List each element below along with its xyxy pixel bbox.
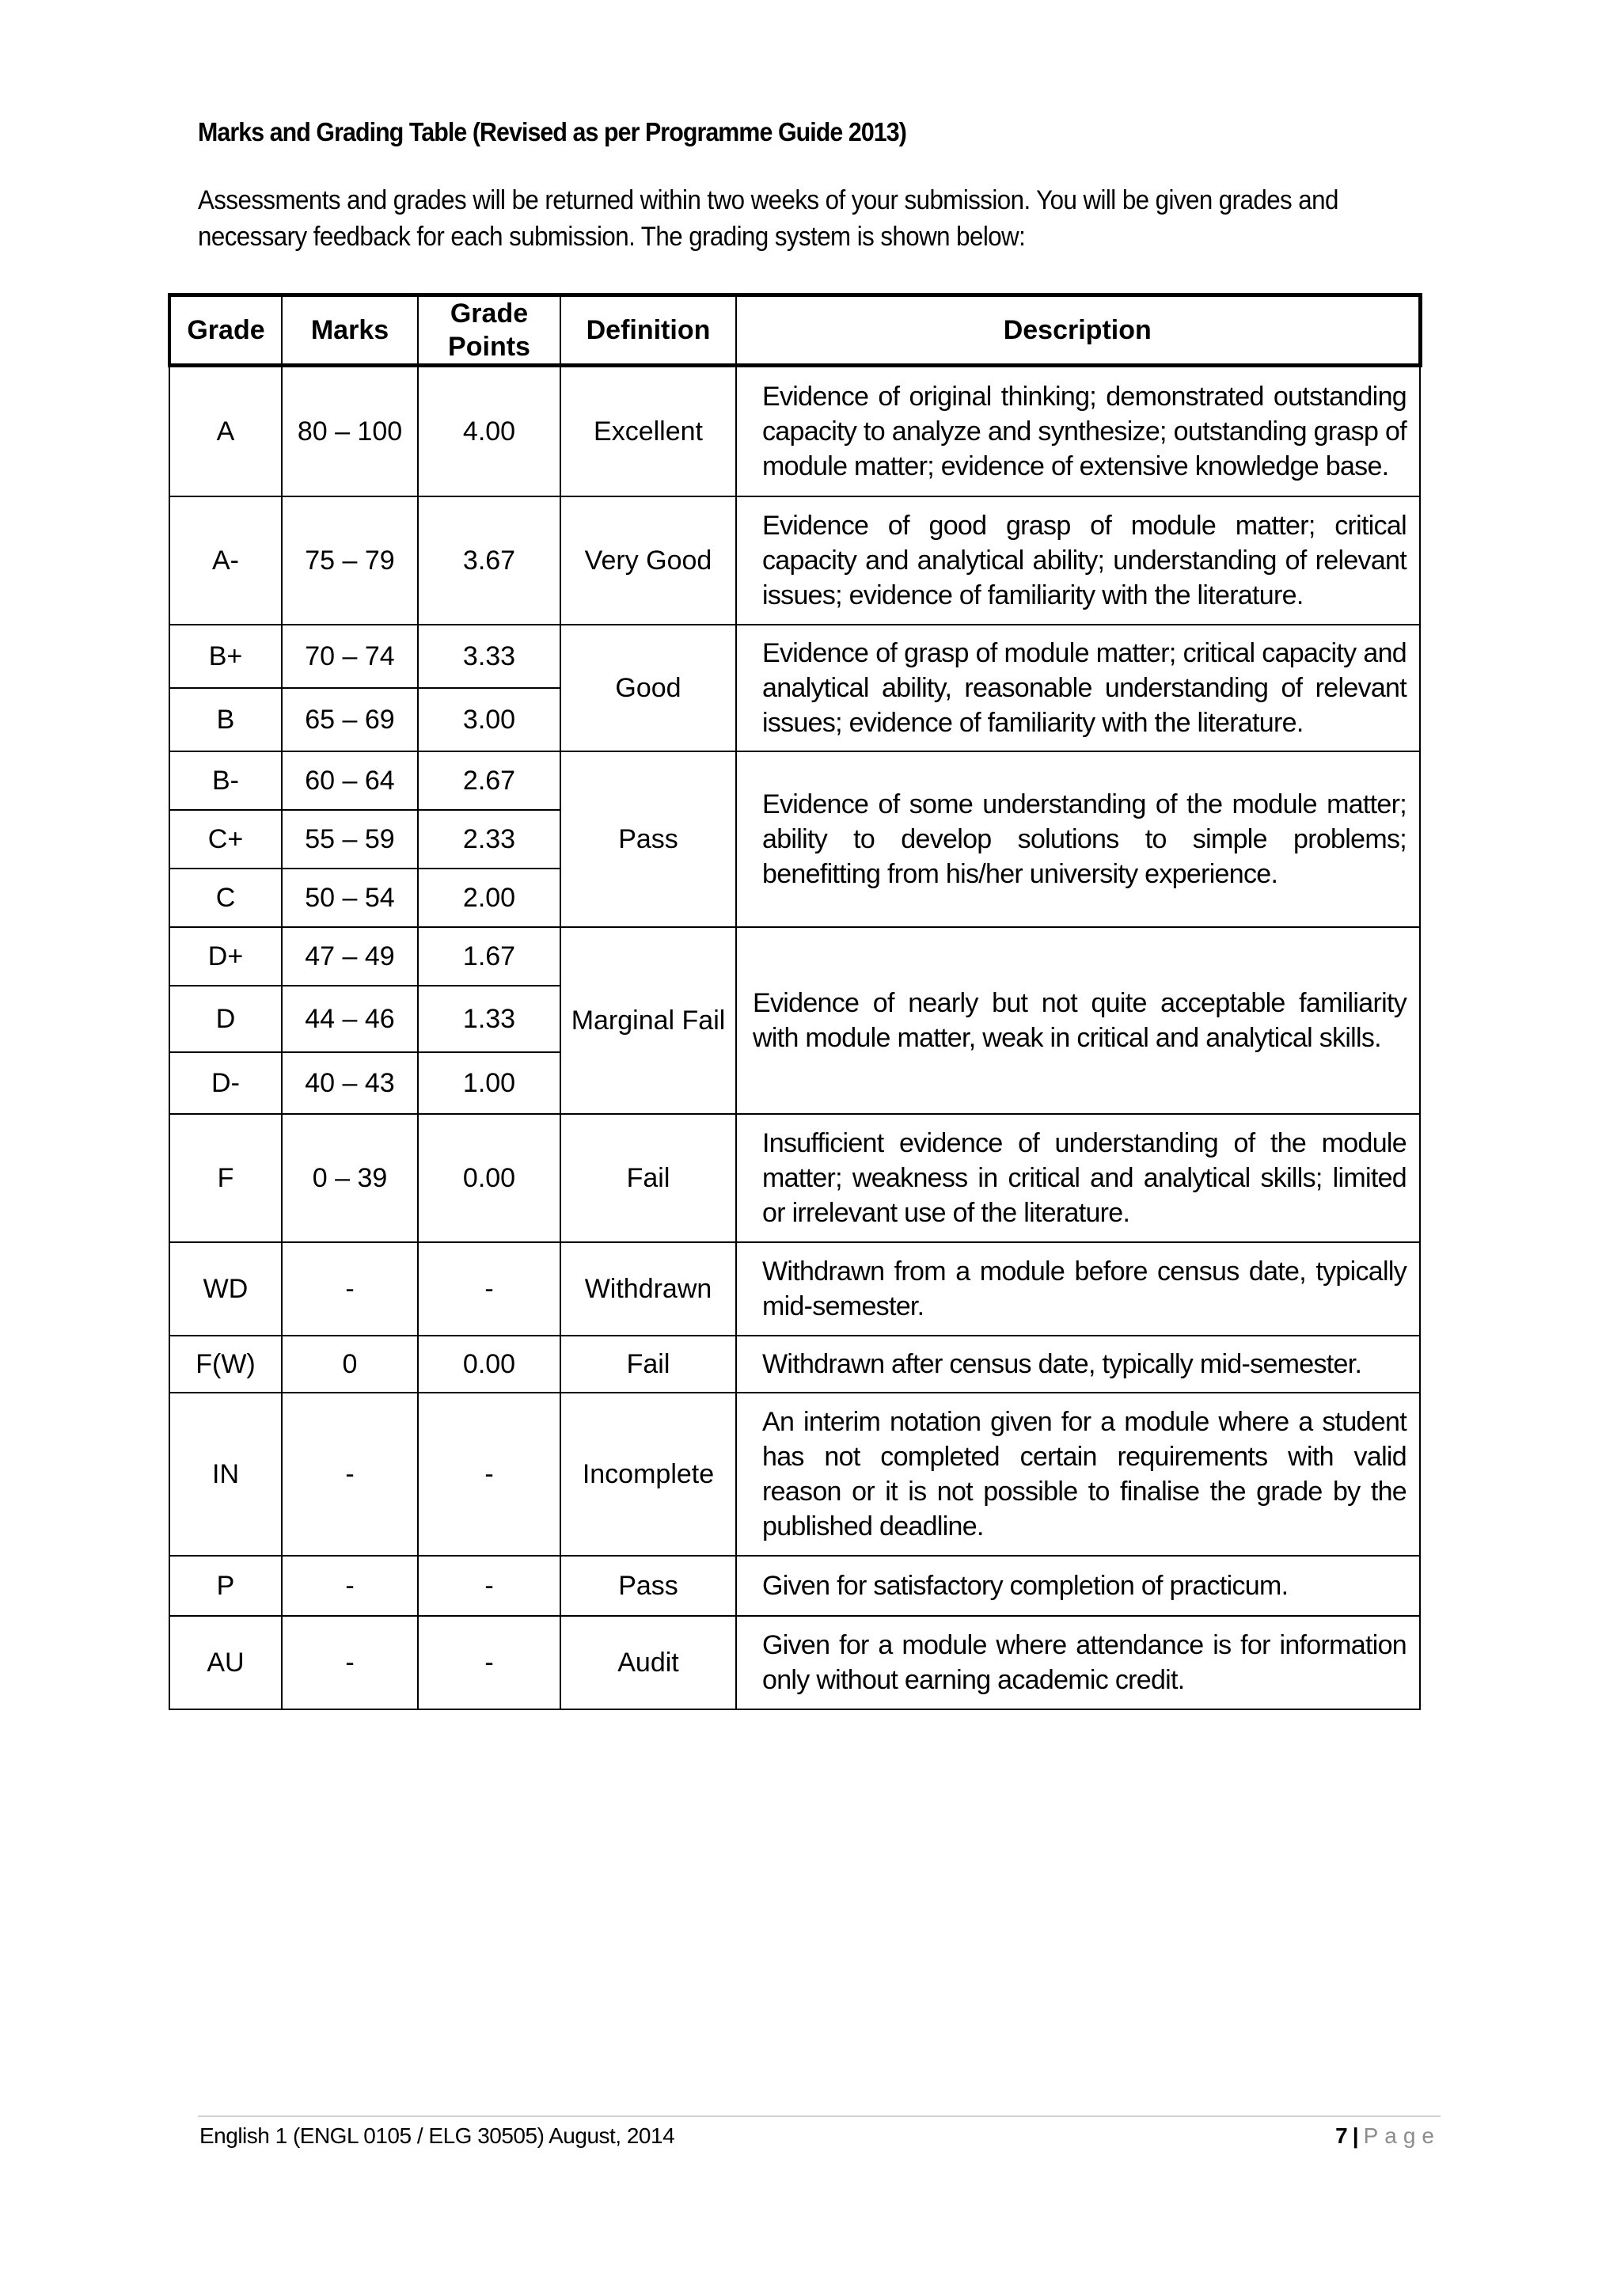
grade-cell: AU [169,1616,282,1709]
page-separator: | [1352,2123,1359,2148]
grade-cell: A [169,366,282,496]
description-cell: Evidence of good grasp of module matter; critical capacity and analytical ability; understanding of relevant issues; evidence of familiarity with the literature. [736,496,1420,625]
description-cell: Evidence of some understanding of the module matter; ability to develop solutions to simple problems; benefitting from his/her university experience. [736,751,1420,927]
table-row [169,1242,1420,1336]
marks-cell: 80 – 100 [282,366,418,496]
points-cell: - [418,1242,560,1336]
grade-cell: F(W) [169,1336,282,1393]
points-cell: 2.67 [418,751,560,810]
grade-cell: B [169,688,282,751]
points-cell: 3.00 [418,688,560,751]
grading-table [168,293,1422,1710]
points-cell: 1.00 [418,1052,560,1114]
description-cell: An interim notation given for a module where a student has not completed certain requirements with valid reason or it is not possible to finalise the grade by the published deadline. [736,1393,1420,1556]
definition-cell: Fail [560,1336,736,1393]
header-description: Description [736,295,1420,366]
points-cell: 0.00 [418,1336,560,1393]
header-marks: Marks [282,295,418,366]
page-label: Page [1363,2123,1441,2148]
marks-cell: 50 – 54 [282,869,418,927]
table-row [169,1114,1420,1242]
grade-cell: B- [169,751,282,810]
grade-cell: D- [169,1052,282,1114]
description-cell: Withdrawn from a module before census date, typically mid-semester. [736,1242,1420,1336]
description-cell: Evidence of nearly but not quite acceptable familiarity with module matter, weak in critical and analytical skills. [736,927,1420,1114]
grade-cell: P [169,1556,282,1616]
points-cell: 3.67 [418,496,560,625]
grade-cell: IN [169,1393,282,1556]
definition-cell: Fail [560,1114,736,1242]
marks-cell: 75 – 79 [282,496,418,625]
marks-cell: - [282,1616,418,1709]
description-cell: Given for a module where attendance is for information only without earning academic credit. [736,1616,1420,1709]
definition-cell: Audit [560,1616,736,1709]
table-row [169,1616,1420,1709]
table-row [169,625,1420,688]
description-cell: Evidence of original thinking; demonstrated outstanding capacity to analyze and synthesize; outstanding grasp of module matter; evidence of extensive knowledge base. [736,366,1420,496]
table-row [169,1556,1420,1616]
table-header-row [169,295,1420,366]
header-grade-points-line2: Points [448,332,530,362]
description-cell: Insufficient evidence of understanding of the module matter; weakness in critical and analytical skills; limited or irrelevant use of the literature. [736,1114,1420,1242]
points-cell: 1.67 [418,927,560,986]
marks-cell: - [282,1393,418,1556]
marks-cell: 44 – 46 [282,986,418,1052]
grade-cell: A- [169,496,282,625]
table-row [169,1336,1420,1393]
header-grade: Grade [169,295,282,366]
definition-cell: Incomplete [560,1393,736,1556]
table-row [169,927,1420,986]
grade-cell: C [169,869,282,927]
marks-cell: 70 – 74 [282,625,418,688]
marks-cell: 60 – 64 [282,751,418,810]
page-number: 7 [1335,2123,1348,2148]
grade-cell: D [169,986,282,1052]
grade-cell: WD [169,1242,282,1336]
description-cell: Given for satisfactory completion of practicum. [736,1556,1420,1616]
definition-cell: Very Good [560,496,736,625]
marks-cell: 0 [282,1336,418,1393]
description-cell: Evidence of grasp of module matter; critical capacity and analytical ability, reasonable understanding of relevant issues; evidence of familiarity with the literature. [736,625,1420,751]
marks-cell: 47 – 49 [282,927,418,986]
marks-cell: - [282,1556,418,1616]
definition-cell: Pass [560,1556,736,1616]
points-cell: 2.00 [418,869,560,927]
page-title: Marks and Grading Table (Revised as per Programme Guide 2013) [198,117,906,146]
definition-cell: Marginal Fail [560,927,736,1114]
points-cell: 3.33 [418,625,560,688]
table-row [169,1393,1420,1556]
grade-cell: C+ [169,810,282,869]
header-grade-points-line1: Grade [450,298,529,329]
marks-cell: 0 – 39 [282,1114,418,1242]
marks-cell: 40 – 43 [282,1052,418,1114]
description-cell: Withdrawn after census date, typically mid-semester. [736,1336,1420,1393]
marks-cell: - [282,1242,418,1336]
definition-cell: Pass [560,751,736,927]
grade-cell: F [169,1114,282,1242]
definition-cell: Withdrawn [560,1242,736,1336]
table-row [169,366,1420,496]
points-cell: 2.33 [418,810,560,869]
grade-cell: B+ [169,625,282,688]
points-cell: - [418,1616,560,1709]
definition-cell: Good [560,625,736,751]
footer-course-info: English 1 (ENGL 0105 / ELG 30505) August, 2014 [199,2123,675,2148]
header-definition: Definition [560,295,736,366]
definition-cell: Excellent [560,366,736,496]
intro-paragraph: Assessments and grades will be returned within two weeks of your submission. You will be given grades and necessary feedback for each submission. The grading system is shown below: [198,185,1338,252]
points-cell: 0.00 [418,1114,560,1242]
marks-cell: 55 – 59 [282,810,418,869]
points-cell: 1.33 [418,986,560,1052]
footer-divider [198,2115,1441,2117]
footer-page-indicator [1335,2123,1441,2149]
table-row [169,496,1420,625]
table-row [169,751,1420,810]
grade-cell: D+ [169,927,282,986]
points-cell: 4.00 [418,366,560,496]
points-cell: - [418,1556,560,1616]
marks-cell: 65 – 69 [282,688,418,751]
header-grade-points [418,295,560,366]
points-cell: - [418,1393,560,1556]
